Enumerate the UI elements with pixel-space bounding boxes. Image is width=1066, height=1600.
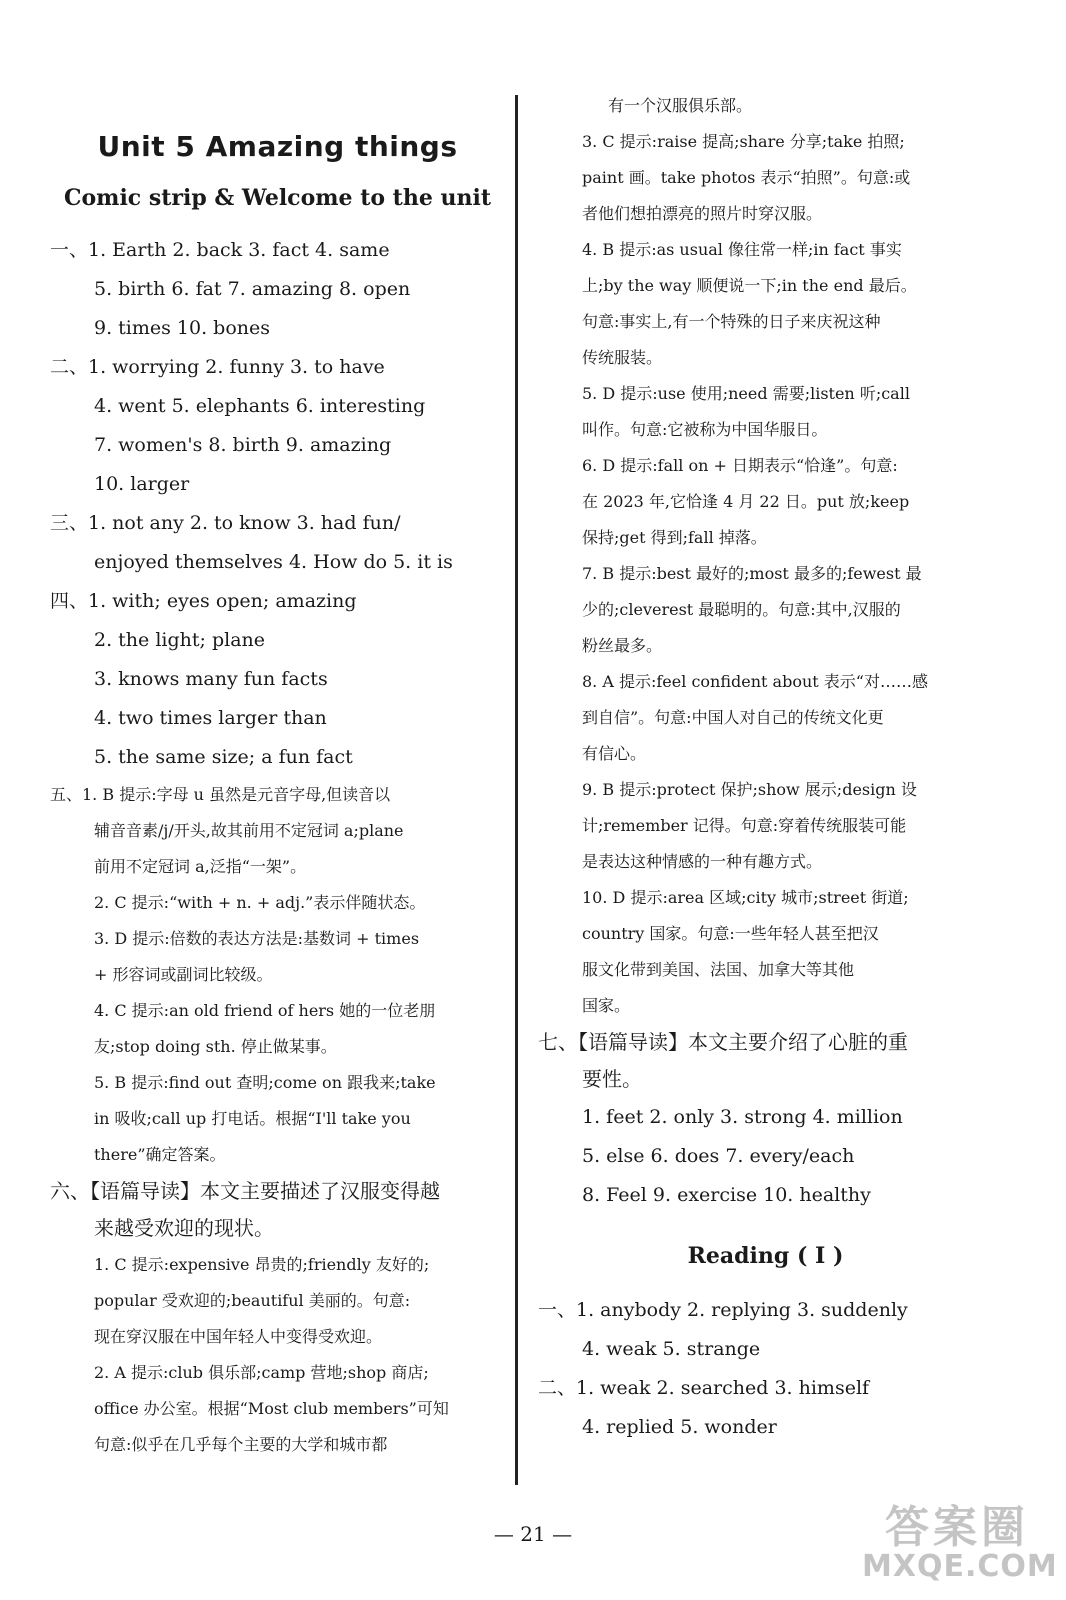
answer-line: 二、1. weak 2. searched 3. himself <box>538 1377 870 1399</box>
answer-line: 2. the light; plane <box>94 629 265 651</box>
answer-line: 1. C 提示:expensive 昂贵的;friendly 友好的; <box>94 1255 430 1274</box>
answer-line: 3. D 提示:倍数的表达方法是:基数词 + times <box>94 929 420 948</box>
answer-line: 六、【语篇导读】本文主要描述了汉服变得越 <box>50 1179 440 1203</box>
answer-line: 4. weak 5. strange <box>582 1338 761 1360</box>
answer-line: 7. women's 8. birth 9. amazing <box>94 434 392 456</box>
answer-line: 7. B 提示:best 最好的;most 最多的;fewest 最 <box>582 564 922 583</box>
right-column <box>538 88 993 1447</box>
right-answer-lines <box>538 88 993 1447</box>
answer-line: 句意:事实上,有一个特殊的日子来庆祝这种 <box>582 312 881 331</box>
answer-line: 有信心。 <box>582 744 647 763</box>
answer-line: 现在穿汉服在中国年轻人中变得受欢迎。 <box>94 1327 383 1346</box>
answer-line: 计;remember 记得。句意:穿着传统服装可能 <box>582 816 907 835</box>
answer-line: 少的;cleverest 最聪明的。句意:其中,汉服的 <box>582 600 901 619</box>
answer-line: 10. larger <box>94 473 190 495</box>
answer-line: popular 受欢迎的;beautiful 美丽的。句意: <box>94 1291 411 1310</box>
answer-line: 传统服装。 <box>582 348 663 367</box>
answer-line: 在 2023 年,它恰逢 4 月 22 日。put 放;keep <box>582 492 910 511</box>
answer-line: 粉丝最多。 <box>582 636 663 655</box>
answer-line: 4. replied 5. wonder <box>582 1416 777 1438</box>
answer-line: 叫作。句意:它被称为中国华服日。 <box>582 420 828 439</box>
section-title: Comic strip & Welcome to the unit <box>63 185 492 211</box>
watermark-top: 答案圈 <box>885 1502 1029 1553</box>
left-answer-lines <box>50 231 505 1463</box>
reading-title: Reading ( I ) <box>687 1243 844 1269</box>
answer-line: 4. went 5. elephants 6. interesting <box>94 395 426 417</box>
answer-line: 者他们想拍漂亮的照片时穿汉服。 <box>582 204 823 223</box>
answer-line: there”确定答案。 <box>94 1145 226 1164</box>
answer-line: 句意:似乎在几乎每个主要的大学和城市都 <box>94 1435 388 1454</box>
answer-line: 七、【语篇导读】本文主要介绍了心脏的重 <box>538 1030 908 1054</box>
answer-line: 8. Feel 9. exercise 10. healthy <box>582 1184 871 1206</box>
answer-line: paint 画。take photos 表示“拍照”。句意:或 <box>582 168 911 187</box>
answer-line: 前用不定冠词 a,泛指“一架”。 <box>94 857 307 876</box>
watermark-logo <box>862 1502 1058 1588</box>
answer-line: 2. C 提示:“with + n. + adj.”表示伴随状态。 <box>94 893 426 912</box>
left-column <box>50 100 505 1463</box>
answer-line: 四、1. with; eyes open; amazing <box>50 590 357 612</box>
answer-line: office 办公室。根据“Most club members”可知 <box>94 1399 449 1418</box>
answer-line: 4. B 提示:as usual 像往常一样;in fact 事实 <box>582 240 902 259</box>
answer-line: 3. C 提示:raise 提高;share 分享;take 拍照; <box>582 132 905 151</box>
answer-line: 5. birth 6. fat 7. amazing 8. open <box>94 278 411 300</box>
answer-line: 5. D 提示:use 使用;need 需要;listen 听;call <box>582 384 910 403</box>
page-number: — 21 — <box>493 1522 573 1546</box>
watermark-bottom: MXQE.COM <box>862 1549 1058 1584</box>
answer-line: 保持;get 得到;fall 掉落。 <box>582 528 767 547</box>
answer-line: 三、1. not any 2. to know 3. had fun/ <box>50 512 401 534</box>
answer-line: 五、1. B 提示:字母 u 虽然是元音字母,但读音以 <box>50 785 391 804</box>
answer-line: 来越受欢迎的现状。 <box>94 1216 274 1240</box>
answer-line: in 吸收;call up 打电话。根据“I'll take you <box>94 1109 411 1128</box>
answer-line: 9. B 提示:protect 保护;show 展示;design 设 <box>582 780 917 799</box>
answer-line: 5. the same size; a fun fact <box>94 746 353 768</box>
column-divider <box>515 95 518 1485</box>
answer-line: 5. else 6. does 7. every/each <box>582 1145 855 1167</box>
unit-title: Unit 5 Amazing things <box>97 130 458 163</box>
answer-line: 8. A 提示:feel confident about 表示“对……感 <box>582 672 928 691</box>
answer-line: 辅音音素/j/开头,故其前用不定冠词 a;plane <box>94 821 404 840</box>
answer-line: enjoyed themselves 4. How do 5. it is <box>94 551 453 573</box>
answer-line: 是表达这种情感的一种有趣方式。 <box>582 852 823 871</box>
answer-line: country 国家。句意:一些年轻人甚至把汉 <box>582 924 879 943</box>
answer-line: 6. D 提示:fall on + 日期表示“恰逢”。句意: <box>582 456 898 475</box>
answer-line: 2. A 提示:club 俱乐部;camp 营地;shop 商店; <box>94 1363 429 1382</box>
answer-line: 二、1. worrying 2. funny 3. to have <box>50 356 385 378</box>
answer-line: 9. times 10. bones <box>94 317 271 339</box>
answer-line: 10. D 提示:area 区域;city 城市;street 街道; <box>582 888 909 907</box>
answer-line: 国家。 <box>582 996 631 1015</box>
answer-line: 5. B 提示:find out 查明;come on 跟我来;take <box>94 1073 436 1092</box>
answer-line: 有一个汉服俱乐部。 <box>608 96 753 115</box>
answer-line: 到自信”。句意:中国人对自己的传统文化更 <box>582 708 884 727</box>
answer-line: 一、1. Earth 2. back 3. fact 4. same <box>50 239 390 261</box>
answer-line: + 形容词或副词比较级。 <box>94 965 273 984</box>
answer-line: 1. feet 2. only 3. strong 4. million <box>582 1106 903 1128</box>
answer-line: 服文化带到美国、法国、加拿大等其他 <box>582 960 855 979</box>
answer-line: 一、1. anybody 2. replying 3. suddenly <box>538 1299 908 1321</box>
answer-line: 3. knows many fun facts <box>94 668 328 690</box>
answer-line: 上;by the way 顺便说一下;in the end 最后。 <box>582 276 917 295</box>
answer-line: 友;stop doing sth. 停止做某事。 <box>94 1037 337 1056</box>
answer-line: 4. C 提示:an old friend of hers 她的一位老朋 <box>94 1001 436 1020</box>
answer-line: 4. two times larger than <box>94 707 327 729</box>
answer-line: 要性。 <box>582 1067 642 1091</box>
